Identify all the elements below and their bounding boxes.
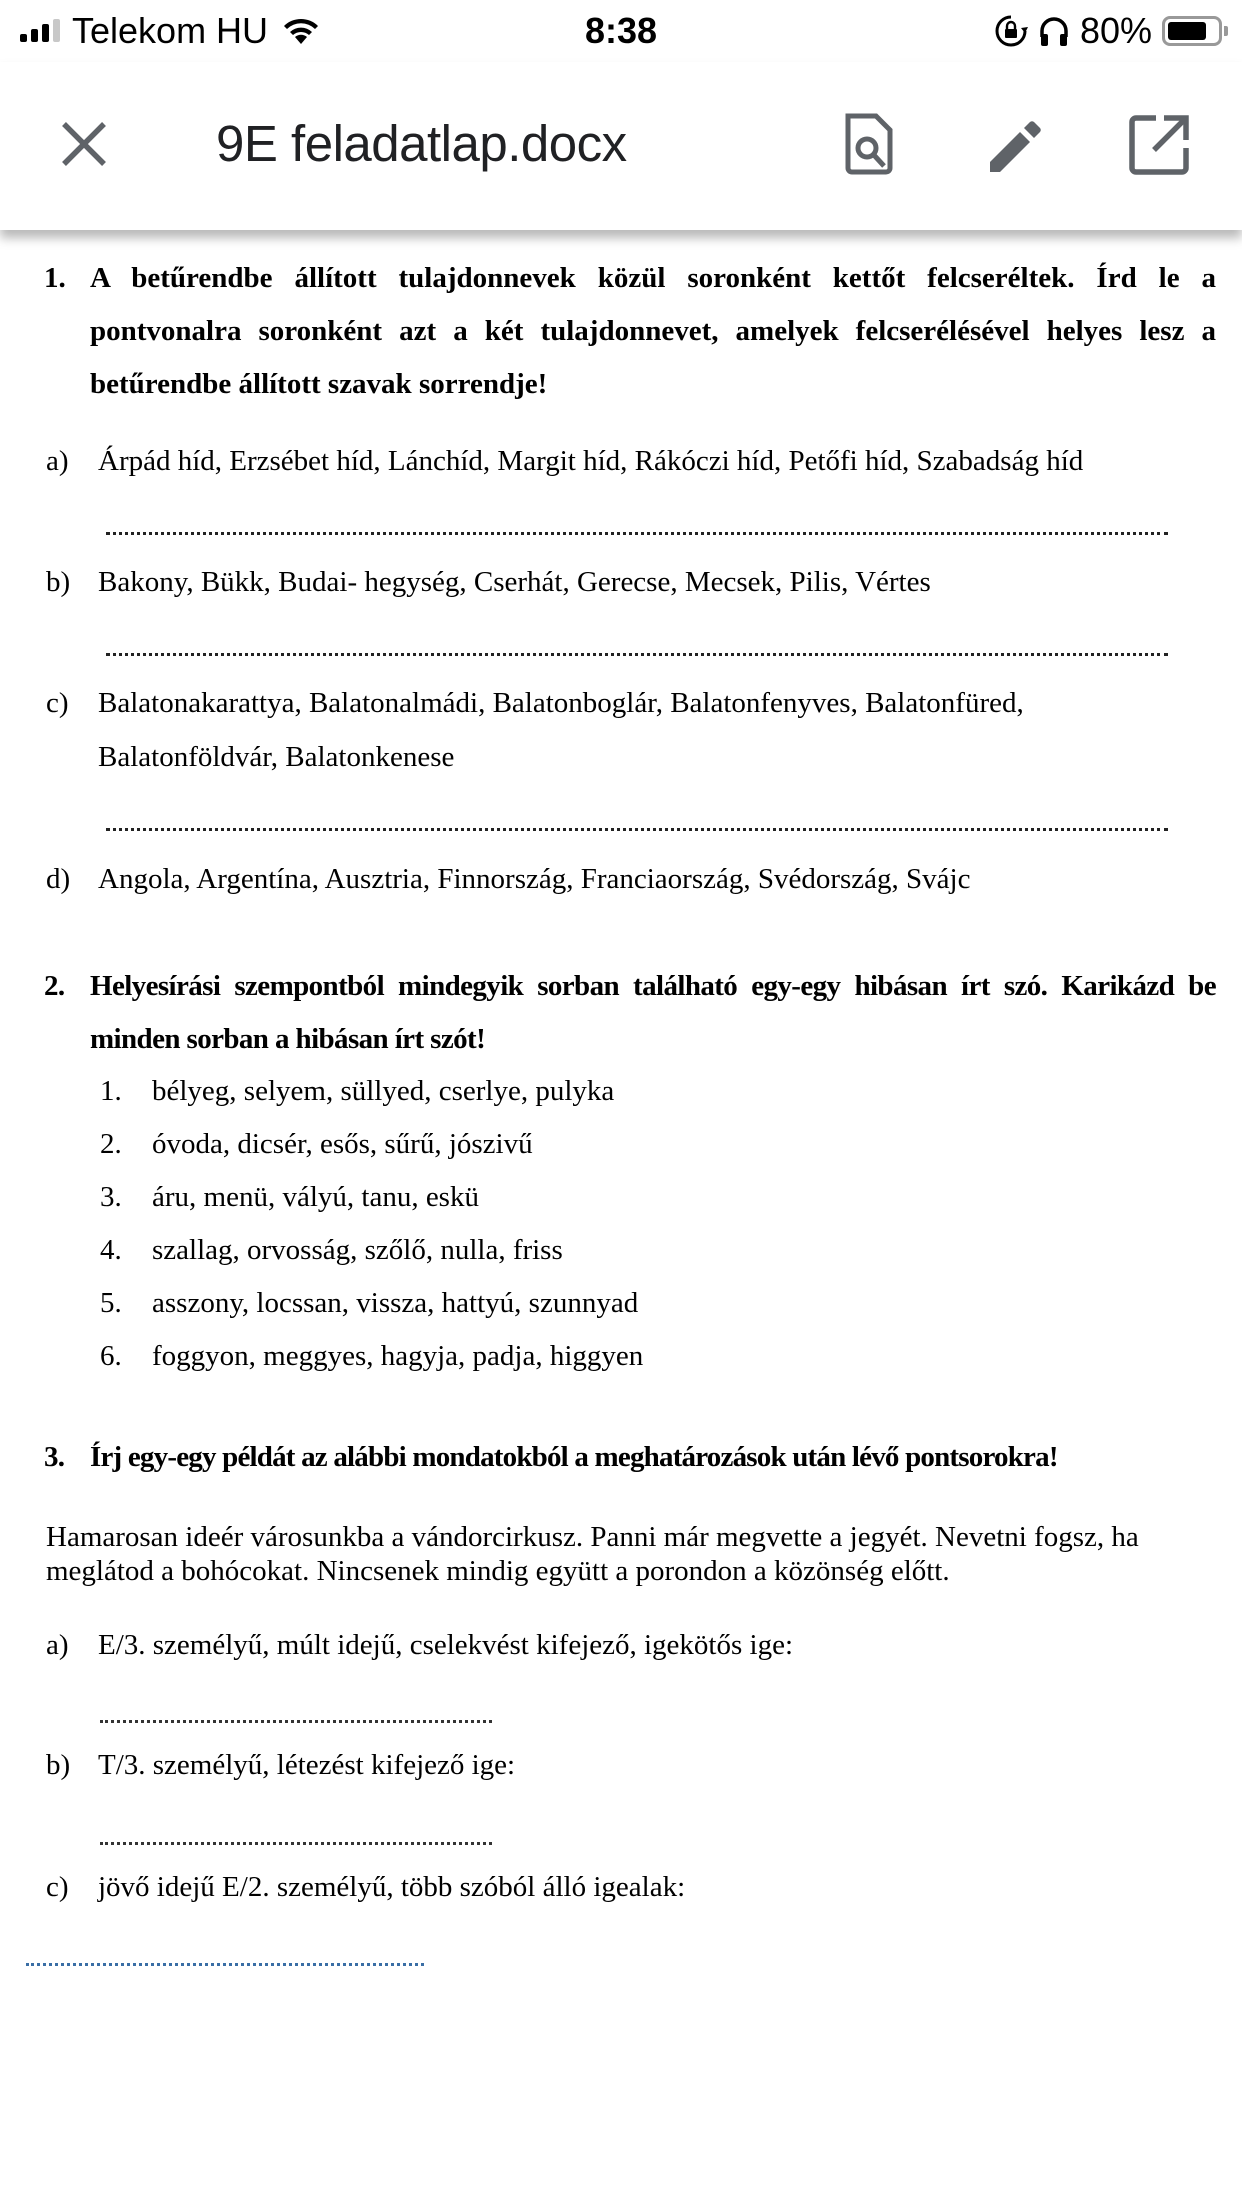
status-right xyxy=(994,8,1228,54)
q3-passage: Hamarosan ideér városunkba a vándorcirkusz. Panni már megvette a jegyét. Nevetni fogsz, ha meglátod a bohócokat. Nincsenek mindig együtt a porondon a közönség előtt. xyxy=(46,1521,1139,1587)
q1-c-answer-line[interactable] xyxy=(106,828,1168,831)
battery-cap xyxy=(1224,26,1228,36)
question-number: 2. xyxy=(44,970,65,1002)
question-text: Helyesírási szempontból mindegyik sorban található egy-egy hibásan írt szó. Karikázd be minden sorban a hibásan írt szót! xyxy=(90,970,1216,1055)
item-text: T/3. személyű, létezést kifejező ige: xyxy=(98,1749,516,1781)
orientation-lock-icon xyxy=(994,14,1028,48)
row-number: 5. xyxy=(100,1287,122,1319)
item-label: a) xyxy=(46,1629,69,1661)
item-label: d) xyxy=(46,863,71,895)
close-icon[interactable] xyxy=(56,116,112,172)
q3-c-answer-line[interactable] xyxy=(26,1963,424,1966)
battery-icon xyxy=(1162,16,1222,46)
row-text: foggyon, meggyes, hagyja, padja, higgyen xyxy=(152,1340,644,1372)
clock: 8:38 xyxy=(584,10,658,51)
row-number: 2. xyxy=(100,1128,122,1160)
row-number: 3. xyxy=(100,1181,122,1213)
q1-b-answer-line[interactable] xyxy=(106,653,1168,656)
item-text: jövő idejű E/2. személyű, több szóból álló igealak: xyxy=(98,1871,686,1903)
q3-a-answer-line[interactable] xyxy=(100,1720,492,1723)
document-page xyxy=(0,230,1242,2208)
item-label: c) xyxy=(46,687,69,719)
battery-percent: 80% xyxy=(1079,10,1152,51)
pencil-icon[interactable] xyxy=(980,110,1050,180)
row-text: asszony, locssan, vissza, hattyú, szunnyad xyxy=(152,1287,639,1319)
item-label: c) xyxy=(46,1871,69,1903)
item-label: b) xyxy=(46,566,71,598)
row-number: 6. xyxy=(100,1340,122,1372)
item-text: E/3. személyű, múlt idejű, cselekvést kifejező, igekötős ige: xyxy=(98,1629,794,1661)
item-text: Balatonakarattya, Balatonalmádi, Balatonboglár, Balatonfenyves, Balatonfüred, Balatonföldvár, Balatonkenese xyxy=(98,687,1024,773)
question-text: A betűrendbe állított tulajdonnevek közül soronként kettőt felcseréltek. Írd le a pontvonalra soronként azt a két tulajdonnevet, amelyek felcserélésével helyes lesz a betűrendbe állított szavak sorrendje! xyxy=(90,262,1216,400)
document-search-icon[interactable] xyxy=(834,110,904,180)
document-title: 9E feladatlap.docx xyxy=(216,115,627,172)
app-toolbar xyxy=(0,62,1242,230)
row-text: szallag, orvosság, szőlő, nulla, friss xyxy=(152,1234,563,1266)
item-text: Angola, Argentína, Ausztria, Finnország, Franciaország, Svédország, Svájc xyxy=(98,863,971,895)
item-label: a) xyxy=(46,445,69,477)
open-in-new-icon[interactable] xyxy=(1124,110,1194,180)
q3-b-answer-line[interactable] xyxy=(100,1842,492,1845)
item-text: Bakony, Bükk, Budai- hegység, Cserhát, Gerecse, Mecsek, Pilis, Vértes xyxy=(98,566,931,598)
item-label: b) xyxy=(46,1749,71,1781)
row-number: 1. xyxy=(100,1075,122,1107)
item-text: Árpád híd, Erzsébet híd, Lánchíd, Margit híd, Rákóczi híd, Petőfi híd, Szabadság híd xyxy=(98,445,1084,477)
carrier-name: Telekom HU xyxy=(72,10,269,51)
question-number: 1. xyxy=(44,262,66,294)
question-text: Írj egy-egy példát az alábbi mondatokból a meghatározások után lévő pontsorokra! xyxy=(90,1441,1058,1473)
row-text: áru, menü, vályú, tanu, eskü xyxy=(152,1181,479,1213)
headphones-icon xyxy=(1038,15,1070,47)
row-text: bélyeg, selyem, süllyed, cserlye, pulyka xyxy=(152,1075,615,1107)
status-bar xyxy=(0,0,1242,62)
question-number: 3. xyxy=(44,1441,65,1473)
q1-a-answer-line[interactable] xyxy=(106,532,1168,535)
row-text: óvoda, dicsér, esős, sűrű, jószivű xyxy=(152,1128,533,1160)
row-number: 4. xyxy=(100,1234,122,1266)
